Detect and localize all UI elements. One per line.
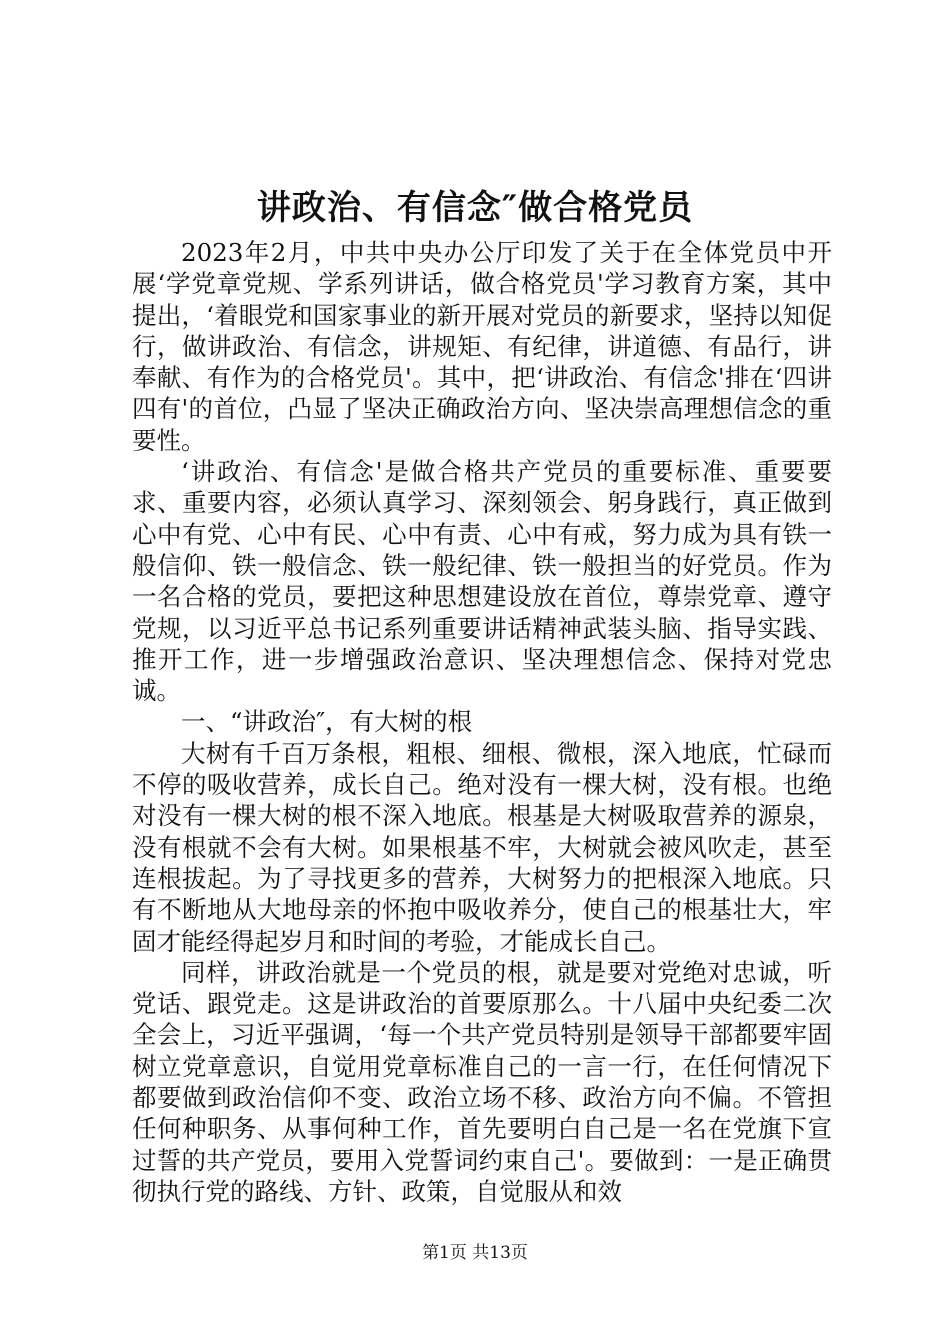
paragraph-1: 2023年2月，中共中央办公厅印发了关于在全体党员中开展‘学党章党规、学系列讲话，做合格党员'学习教育方案，其中提出，‘着眼党和国家事业的新开展对党员的新要求，坚持以知促行，做讲政治、有信念，讲规矩、有纪律，讲道德、有品行，讲奉献、有作为的合格党员'。其中，把‘讲政治、有信念'排在‘四讲四有'的首位，凸显了坚决正确政治方向、坚决崇高理想信念的重要性。 bbox=[132, 238, 832, 455]
paragraph-4: 同样，讲政治就是一个党员的根，就是要对党绝对忠诚，听党话、跟党走。这是讲政治的首要原那么。十八届中央纪委二次全会上，习近平强调，‘每一个共产党员特别是领导干部都要牢固树立党章意识，自觉用党章标准自己的一言一行，在任何情况下都要做到政治信仰不变、政治立场不移、政治方向不偏。不管担任何种职务、从事何种工作，首先要明白自己是一名在党旗下宣过誓的共产党员，要用入党誓词约束自己'。要做到：一是正确贯彻执行党的路线、方针、政策，自觉服从和效 bbox=[132, 957, 832, 1206]
page-footer: 第1页 共13页 bbox=[422, 1243, 528, 1263]
document-body bbox=[132, 237, 832, 1207]
document-title: 讲政治、有信念″做合格党员 bbox=[256, 188, 694, 228]
section-heading-1: 一、“讲政治″，有大树的根 bbox=[181, 707, 473, 737]
paragraph-3: 大树有千百万条根，粗根、细根、微根，深入地底，忙碌而不停的吸收营养，成长自己。绝对没有一棵大树，没有根。也绝对没有一棵大树的根不深入地底。根基是大树吸取营养的源泉，没有根就不会有大树。如果根基不牢，大树就会被风吹走，甚至连根拔起。为了寻找更多的营养，大树努力的把根深入地底。只有不断地从大地母亲的怀抱中吸收养分，使自己的根基壮大，牢固才能经得起岁月和时间的考验，才能成长自己。 bbox=[132, 738, 832, 956]
paragraph-2: ‘讲政治、有信念'是做合格共产党员的重要标准、重要要求、重要内容，必须认真学习、深刻领会、躬身践行，真正做到心中有党、心中有民、心中有责、心中有戒，努力成为具有铁一般信仰、铁一般信念、铁一般纪律、铁一般担当的好党员。作为一名合格的党员，要把这种思想建设放在首位，尊崇党章、遵守党规，以习近平总书记系列重要讲话精神武装头脑、指导实践、推开工作，进一步增强政治意识、坚决理想信念、保持对党忠诚。 bbox=[132, 457, 832, 706]
